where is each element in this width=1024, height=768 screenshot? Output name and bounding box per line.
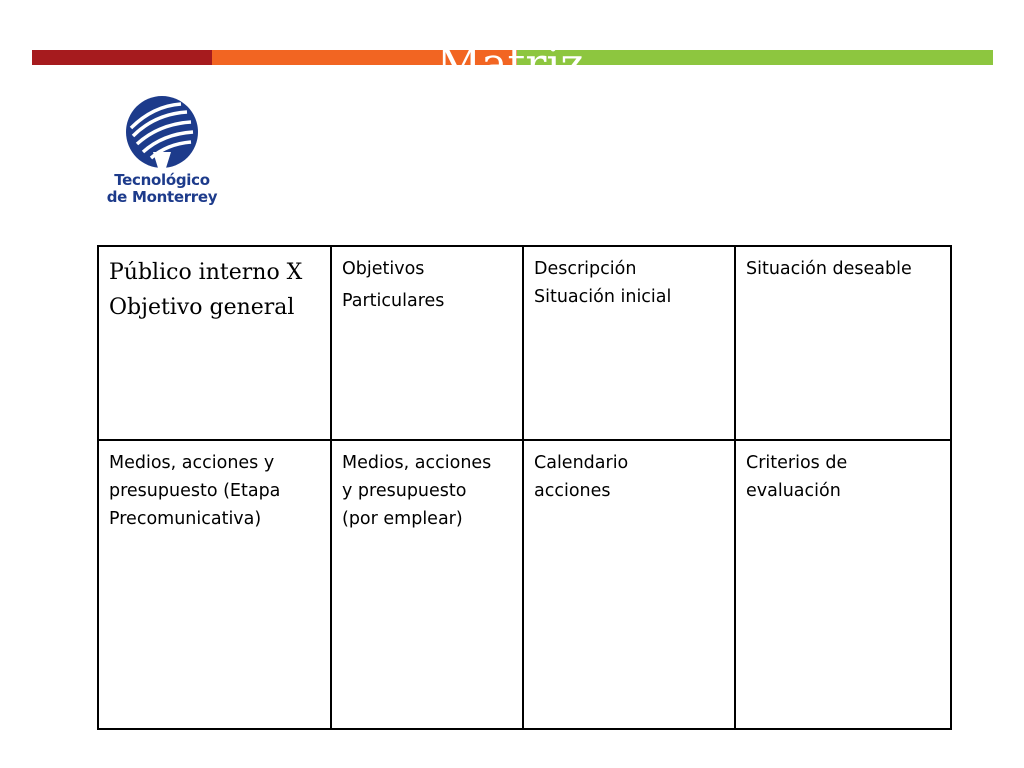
slide-title: Matriz — [436, 39, 584, 90]
planning-matrix-table — [97, 245, 952, 730]
table-cell-medios-etapa-precomunicativa: Medios, acciones y presupuesto (Etapa Precomunicativa) — [98, 440, 331, 729]
table-cell-criterios-evaluacion: Criterios de evaluación — [735, 440, 951, 729]
table-row — [98, 440, 951, 729]
table-cell-descripcion-situacion-inicial: Descripción Situación inicial — [523, 246, 735, 440]
table-cell-situacion-deseable: Situación deseable — [735, 246, 951, 440]
logo-text-line-1: Tecnológico — [114, 171, 210, 189]
table-cell-medios-por-emplear: Medios, acciones y presupuesto (por emplear) — [331, 440, 523, 729]
table-row — [98, 246, 951, 440]
table-cell-calendario-acciones: Calendario acciones — [523, 440, 735, 729]
torch-emblem-icon — [123, 94, 201, 170]
table-cell-objetivos-particulares: Objetivos Particulares — [331, 246, 523, 440]
table-cell-publico-interno: Público interno X Objetivo general — [98, 246, 331, 440]
tec-de-monterrey-logo — [106, 94, 218, 212]
logo-text-line-2: de Monterrey — [106, 188, 218, 206]
header-bar-red-segment — [32, 50, 212, 65]
